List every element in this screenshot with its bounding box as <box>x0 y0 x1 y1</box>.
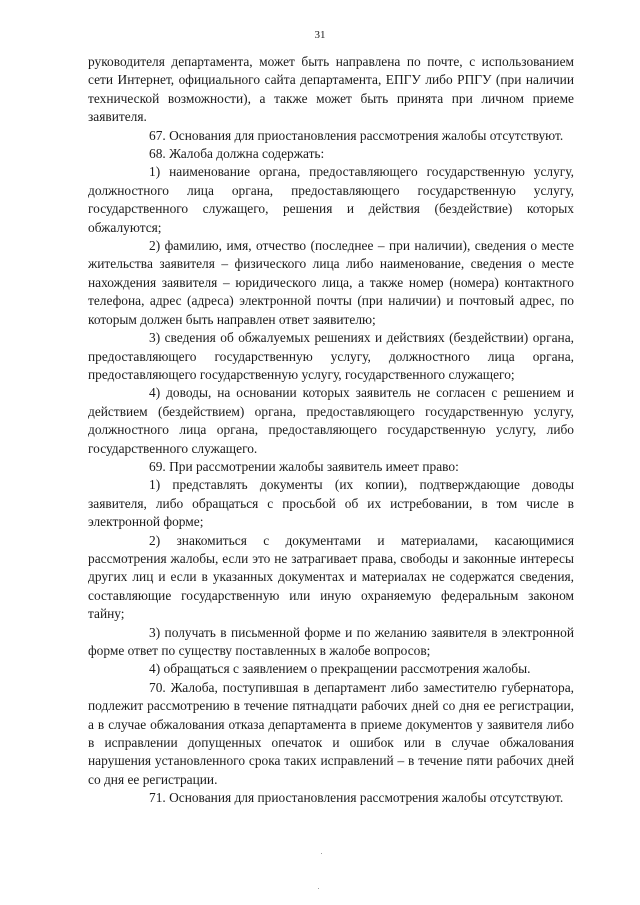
paragraph-70: 70. Жалоба, поступившая в департамент либо заместителю губернатора, подлежит рассмотрению в течение пятнадцати рабочих дней со дня ее регистрации, а в случае обжалования отказа департамента в приеме документов у заявителя либо в исправлении допущенных опечаток и ошибок или в случае обжалования нарушения установленного срока таких исправлений – в течение пяти рабочих дней со дня ее регистрации. <box>88 679 574 787</box>
paragraph-68-item-3: 3) сведения об обжалуемых решениях и действиях (бездействии) органа, предоставляющего государственную услугу, должностного лица органа, предоставляющего государственную услугу, государственного служащего; <box>88 330 574 382</box>
scan-speck <box>318 888 319 889</box>
paragraph-68: 68. Жалоба должна содержать: <box>149 146 325 162</box>
paragraph-71: 71. Основания для приостановления рассмотрения жалобы отсутствуют. <box>149 790 564 806</box>
page-number: 31 <box>314 29 326 41</box>
paragraph-68-item-2: 2) фамилию, имя, отчество (последнее – при наличии), сведения о месте жительства заявителя – физического лица либо наименование, сведения о месте нахождения заявителя – юридического лица, а также номер (номера) контактного телефона, адрес (адреса) электронной почты (при наличии) и почтовый адрес, по которым должен быть направлен ответ заявителю; <box>88 238 574 327</box>
scan-speck <box>321 853 322 854</box>
paragraph-69-item-3: 3) получать в письменной форме и по желанию заявителя в электронной форме ответ по существу поставленных в жалобе вопросов; <box>88 624 574 658</box>
document-body <box>88 53 574 808</box>
paragraph-69-item-1: 1) представлять документы (их копии), подтверждающие доводы заявителя, либо обращаться с просьбой об их истребовании, в том числе в электронной форме; <box>88 477 574 530</box>
paragraph-67: 67. Основания для приостановления рассмотрения жалобы отсутствуют. <box>149 127 564 143</box>
paragraph-69: 69. При рассмотрении жалобы заявитель имеет право: <box>149 458 459 474</box>
paragraph-69-item-2: 2) знакомиться с документами и материалами, касающимися рассмотрения жалобы, если это не затрагивает права, свободы и законные интересы других лиц и если в указанных документах и материалах не содержатся сведения, составляющие государственную или иную охраняемую федеральным законом тайну; <box>88 532 574 622</box>
paragraph-69-item-4: 4) обращаться с заявлением о прекращении рассмотрения жалобы. <box>149 661 531 677</box>
paragraph-68-item-4: 4) доводы, на основании которых заявитель не согласен с решением и действием (бездействием) органа, предоставляющего государственную услугу, должностного лица органа, предоставляющего государственную услугу, либо государственного служащего. <box>88 385 574 456</box>
paragraph-continuation: руководителя департамента, может быть направлена по почте, с использованием сети Интернет, официального сайта департамента, ЕПГУ либо РПГУ (при наличии технической возможности), а также может быть принята при личном приеме заявителя. <box>88 54 574 125</box>
paragraph-68-item-1: 1) наименование органа, предоставляющего государственную услугу, должностного лица органа, предоставляющего государственную услугу, государственного служащего, решения и действия (бездействие) которых обжалуются; <box>88 164 574 235</box>
